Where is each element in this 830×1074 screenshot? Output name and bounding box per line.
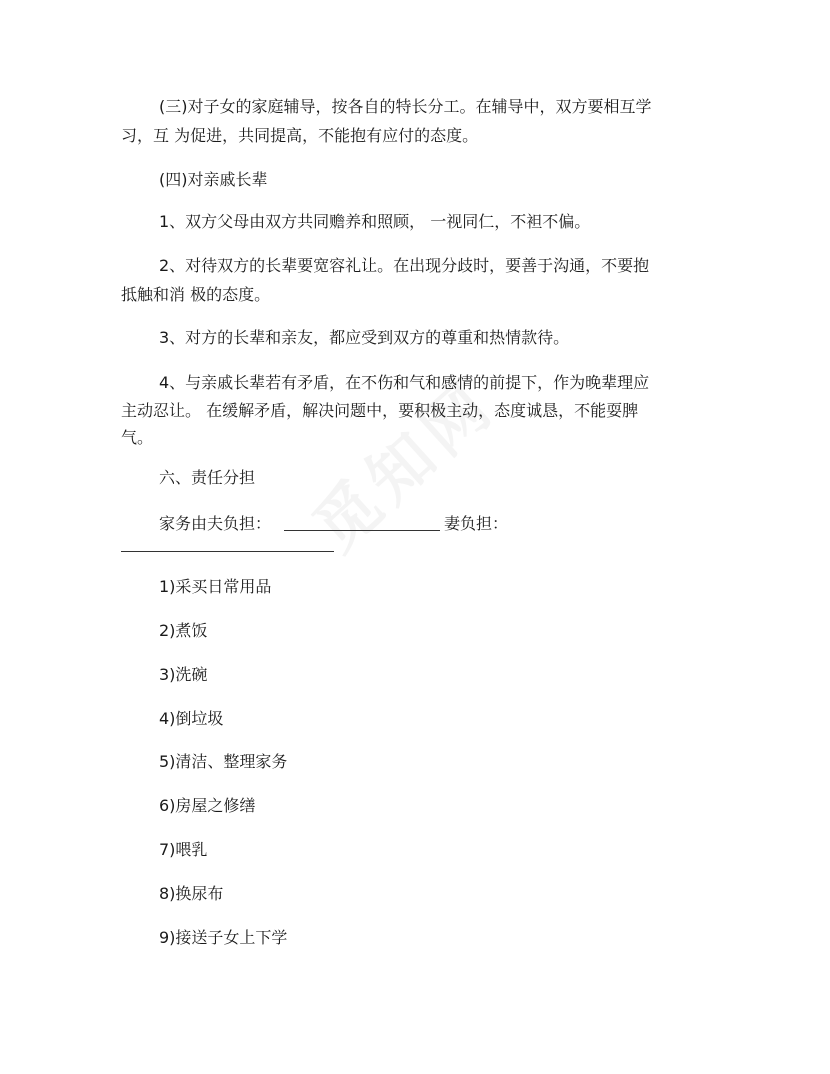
chore-item: 8)换尿布 [159,884,224,903]
chore-item: 9)接送子女上下学 [159,928,288,947]
section-heading-responsibility: 六、责任分担 [159,468,256,487]
chore-item: 4)倒垃圾 [159,709,224,728]
chore-item: 1)采买日常用品 [159,577,272,596]
chore-item: 7)喂乳 [159,840,208,859]
relatives-item-1: 1、双方父母由双方共同赡养和照顾， 一视同仁，不袒不偏。 [159,212,591,231]
chore-item: 2)煮饭 [159,621,208,640]
relatives-item-2-line1: 2、对待双方的长辈要宽容礼让。在出现分歧时，要善于沟通，不要抱 [159,256,650,275]
relatives-item-2-line2: 抵触和消 极的态度。 [121,285,271,304]
chores-husband-label: 家务由夫负担： [159,514,272,533]
paragraph-tutoring-line2: 习，互 为促进，共同提高，不能抱有应付的态度。 [121,126,479,145]
paragraph-tutoring-line1: (三)对子女的家庭辅导，按各自的特长分工。在辅导中，双方要相互学 [159,97,652,116]
chore-item: 6)房屋之修缮 [159,796,256,815]
relatives-item-3: 3、对方的长辈和亲友，都应受到双方的尊重和热情款待。 [159,328,570,347]
relatives-item-4-line3: 气。 [121,428,154,447]
wife-blank-line [121,551,334,552]
chore-item: 5)清洁、整理家务 [159,752,288,771]
husband-blank-line [284,530,440,531]
section-heading-relatives: (四)对亲戚长辈 [159,170,268,189]
watermark [290,270,570,530]
relatives-item-4-line1: 4、与亲戚长辈若有矛盾，在不伤和气和感情的前提下，作为晚辈理应 [159,373,650,392]
chore-item: 3)洗碗 [159,665,208,684]
relatives-item-4-line2: 主动忍让。 在缓解矛盾，解决问题中，要积极主动，态度诚恳，不能耍脾 [121,401,639,420]
chores-wife-label: 妻负担： [444,514,509,533]
